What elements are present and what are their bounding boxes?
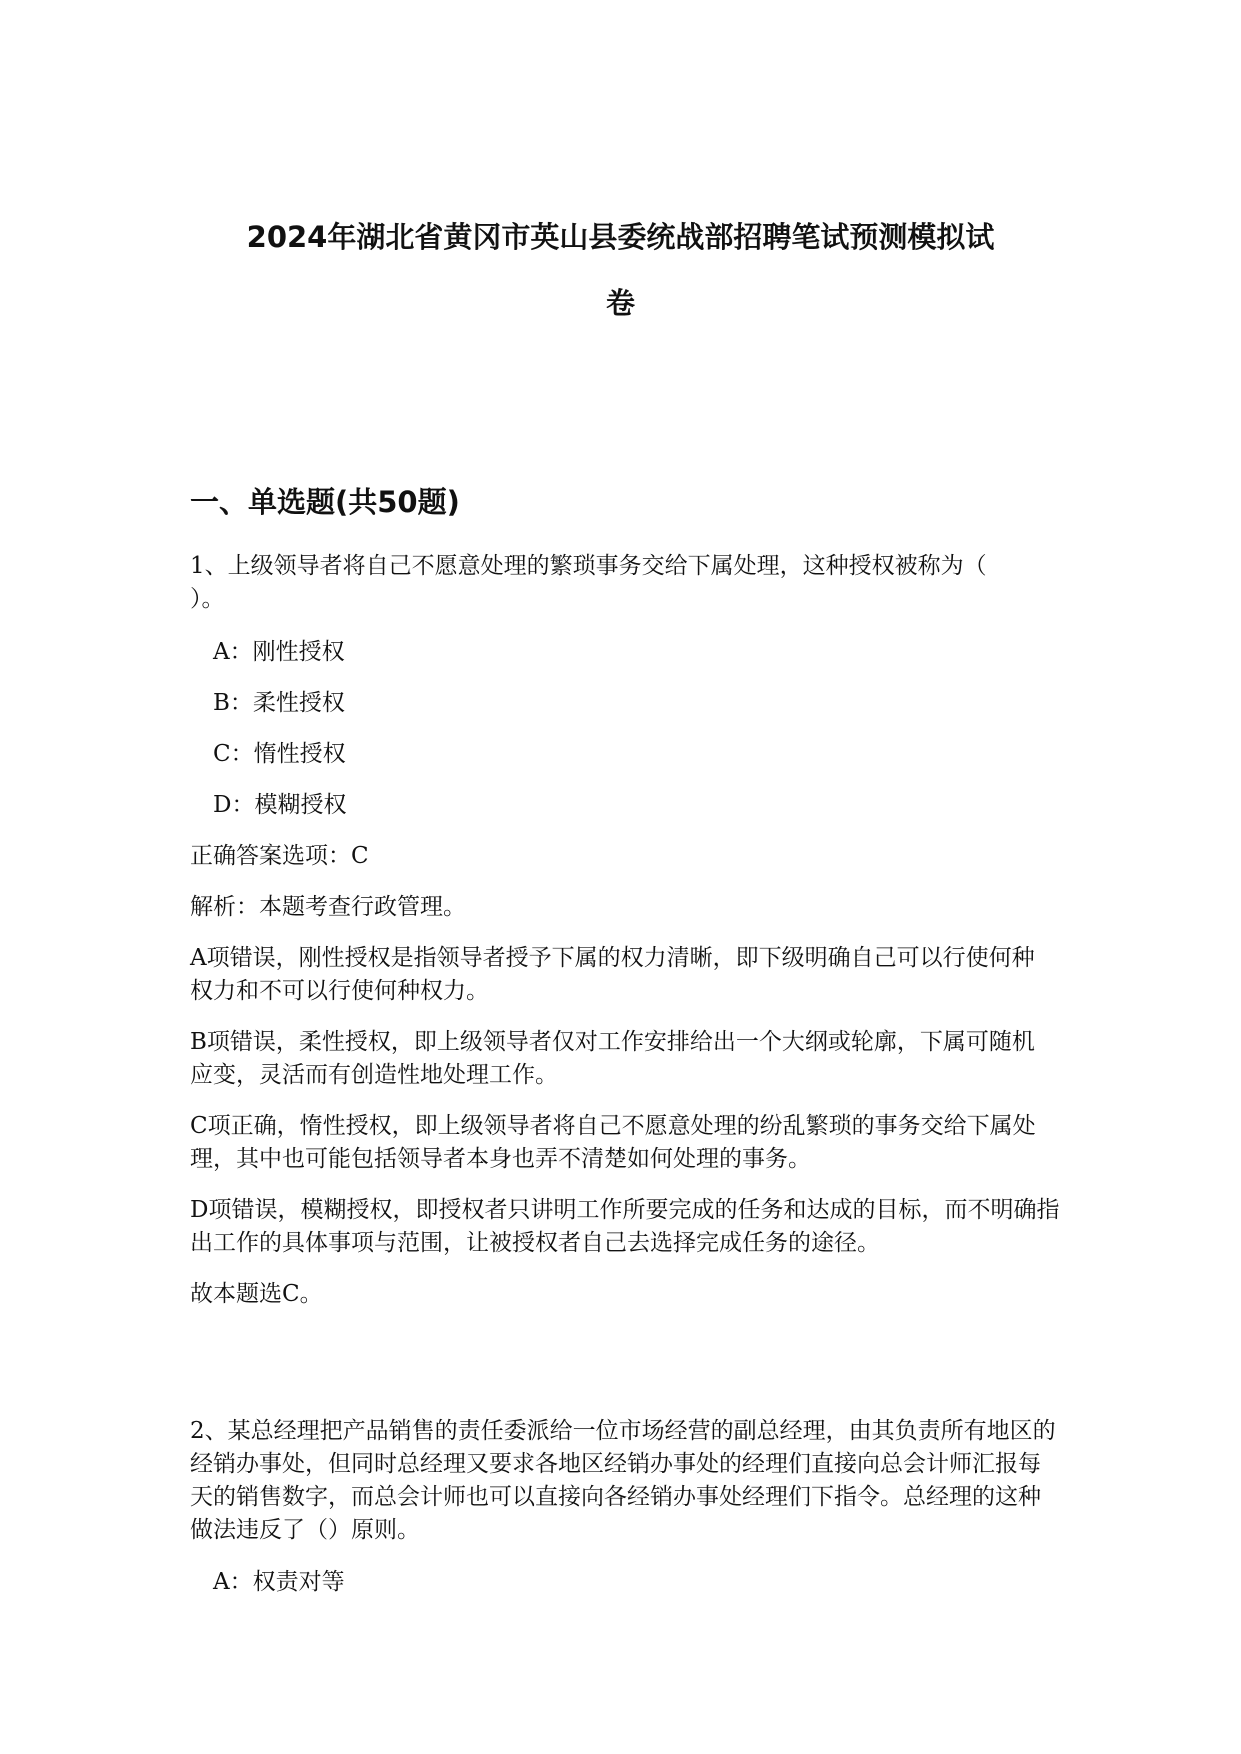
question-1-analysis-c: C项正确，惰性授权，即上级领导者将自己不愿意处理的纷乱繁琐的事务交给下属处理，其中也可能包括领导者本身也弄不清楚如何处理的事务。 [190,1113,1036,1172]
question-1-stem-line-1: 1、上级领导者将自己不愿意处理的繁琐事务交给下属处理，这种授权被称为（ [190,553,987,579]
question-1-analysis-a: A项错误，刚性授权是指领导者授予下属的权力清晰，即下级明确自己可以行使何种权力和不可以行使何种权力。 [190,945,1035,1004]
question-1-option-b: B：柔性授权 [213,690,345,716]
question-1-option-d: D：模糊授权 [213,792,347,818]
document-title [150,204,1091,336]
question-2-option-a: A：权责对等 [213,1569,345,1595]
question-1-analysis-d: D项错误，模糊授权，即授权者只讲明工作所要完成的任务和达成的目标，而不明确指出工作的具体事项与范围，让被授权者自己去选择完成任务的途径。 [190,1197,1060,1256]
question-1-option-a: A：刚性授权 [213,639,345,665]
title-line-2: 卷 [605,286,635,320]
section-heading: 一、单选题(共50题) [190,485,460,519]
question-1-conclusion: 故本题选C。 [190,1281,323,1307]
question-1-answer: 正确答案选项：C [190,843,369,869]
question-1-stem [190,550,1090,616]
question-1-option-c: C：惰性授权 [213,741,346,767]
question-1-analysis-b: B项错误，柔性授权，即上级领导者仅对工作安排给出一个大纲或轮廓，下属可随机应变，灵活而有创造性地处理工作。 [190,1029,1035,1088]
title-line-1: 2024年湖北省黄冈市英山县委统战部招聘笔试预测模拟试 [246,220,995,254]
question-1-stem-line-2: ）。 [190,586,225,612]
question-2-stem: 2、某总经理把产品销售的责任委派给一位市场经营的副总经理，由其负责所有地区的经销办事处，但同时总经理又要求各地区经销办事处的经理们直接向总会计师汇报每天的销售数字，而总会计师也可以直接向各经销办事处经理们下指令。总经理的这种做法违反了（）原则。 [190,1418,1056,1543]
question-1-analysis-intro: 解析：本题考查行政管理。 [190,894,466,920]
